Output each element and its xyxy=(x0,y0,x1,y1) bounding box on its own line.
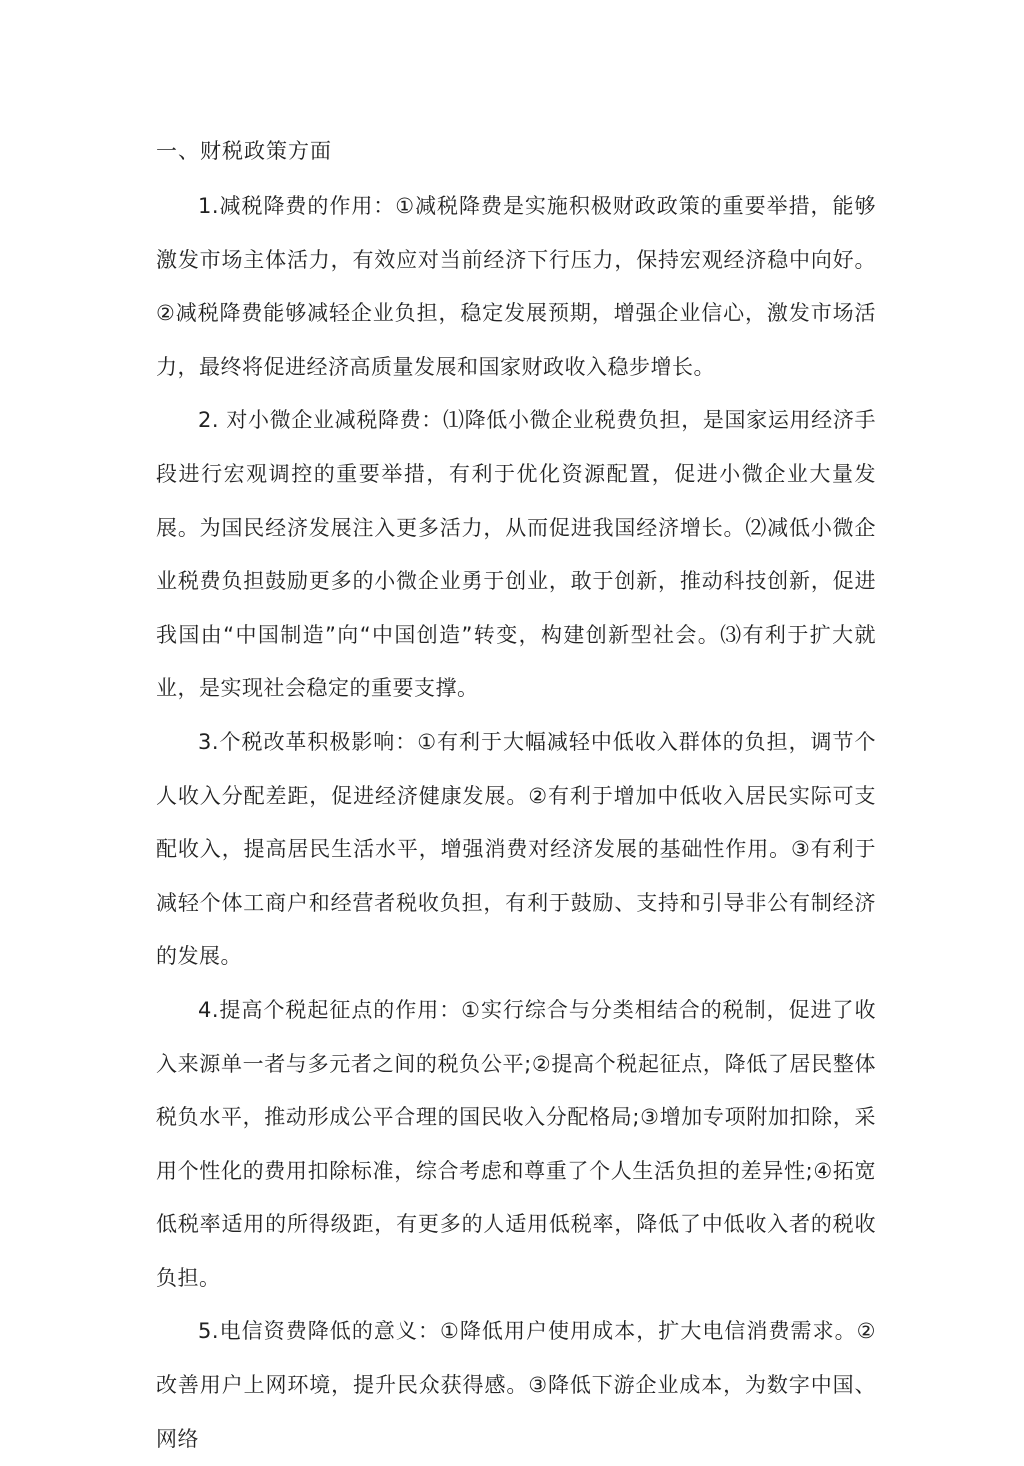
paragraph-tax-cut-role: 1.减税降费的作用：①减税降费是实施积极财政政策的重要举措，能够激发市场主体活力，有效应对当前经济下行压力，保持宏观经济稳中向好。②减税降费能够减轻企业负担，稳定发展预期，增强企业信心，激发市场活力，最终将促进经济高质量发展和国家财政收入稳步增长。 xyxy=(156,194,876,379)
paragraph-income-tax-reform: 3.个税改革积极影响：①有利于大幅减轻中低收入群体的负担，调节个人收入分配差距，促进经济健康发展。②有利于增加中低收入居民实际可支配收入，提高居民生活水平，增强消费对经济发展的基础性作用。③有利于减轻个体工商户和经营者税收负担，有利于鼓励、支持和引导非公有制经济的发展。 xyxy=(156,729,876,969)
paragraph-tax-threshold: 4.提高个税起征点的作用：①实行综合与分类相结合的税制，促进了收入来源单一者与多元者之间的税负公平;②提高个税起征点，降低了居民整体税负水平，推动形成公平合理的国民收入分配格局;③增加专项附加扣除，采用个性化的费用扣除标准，综合考虑和尊重了个人生活负担的差异性;④拓宽低税率适用的所得级距，有更多的人适用低税率，降低了中低收入者的税收负担。 xyxy=(156,997,876,1290)
paragraph-small-micro-enterprises: 2. 对小微企业减税降费：⑴降低小微企业税费负担，是国家运用经济手段进行宏观调控的重要举措，有利于优化资源配置，促进小微企业大量发展。为国民经济发展注入更多活力，从而促进我国经济增长。⑵减低小微企业税费负担鼓励更多的小微企业勇于创业，敢于创新，推动科技创新，促进我国由“中国制造”向“中国创造”转变，构建创新型社会。⑶有利于扩大就业，是实现社会稳定的重要支撑。 xyxy=(156,408,876,701)
section-heading: 一、财税政策方面 xyxy=(156,139,332,163)
document-page xyxy=(156,128,876,1466)
paragraph-telecom-fees: 5.电信资费降低的意义：①降低用户使用成本，扩大电信消费需求。②改善用户上网环境，提升民众获得感。③降低下游企业成本，为数字中国、网络 xyxy=(156,1319,876,1451)
